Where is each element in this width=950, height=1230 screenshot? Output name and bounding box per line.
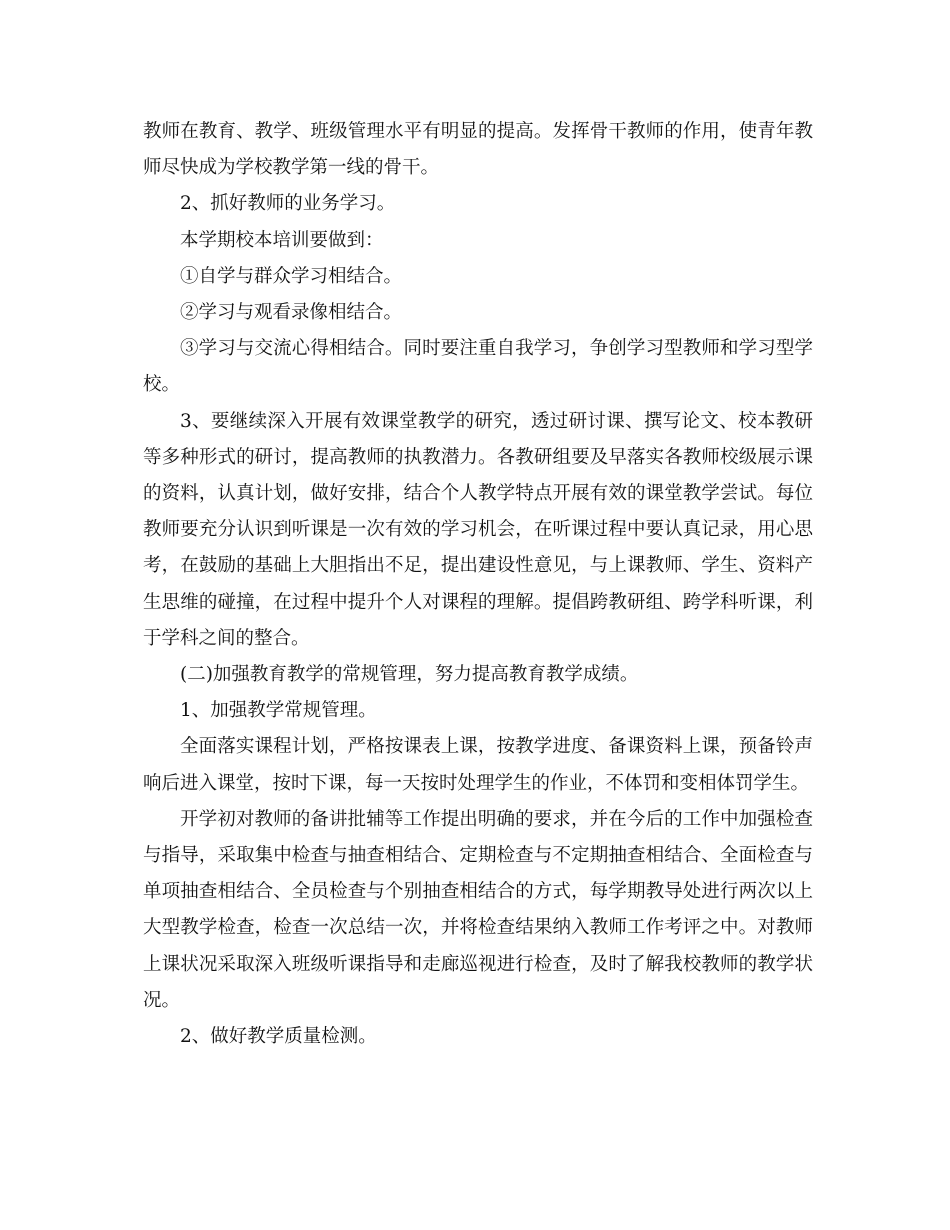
paragraph-item-2-heading: 2、抓好教师的业务学习。	[180, 193, 396, 215]
paragraph-item-1-heading: 1、加强教学常规管理。	[180, 700, 377, 722]
paragraph-curriculum: 全面落实课程计划，严格按课表上课，按教学进度、备课资料上课，预备铃声响后进入课堂，按时下课，每一天按时处理学生的作业，不体罚和变相体罚学生。	[143, 736, 813, 794]
paragraph-training-intro: 本学期校本培训要做到：	[180, 229, 384, 251]
paragraph-point-3: ③学习与交流心得相结合。同时要注重自我学习，争创学习型教师和学习型学校。	[143, 338, 813, 396]
document-body	[143, 114, 813, 1055]
section-heading-2: (二)加强教育教学的常规管理，努力提高教育教学成绩。	[180, 664, 639, 686]
paragraph-point-2: ②学习与观看录像相结合。	[180, 302, 403, 324]
paragraph-continuation: 教师在教育、教学、班级管理水平有明显的提高。发挥骨干教师的作用，使青年教师尽快成为学校教学第一线的骨干。	[143, 121, 813, 179]
paragraph-inspection: 开学初对教师的备讲批辅等工作提出明确的要求，并在今后的工作中加强检查与指导，采取集中检查与抽查相结合、定期检查与不定期抽查相结合、全面检查与单项抽查相结合、全员检查与个别抽查相结合的方式，每学期教导处进行两次以上大型教学检查，检查一次总结一次，并将检查结果纳入教师工作考评之中。对教师上课状况采取深入班级听课指导和走廊巡视进行检查，及时了解我校教师的教学状况。	[143, 808, 813, 1011]
paragraph-item-2-quality-heading: 2、做好教学质量检测。	[180, 1026, 377, 1048]
paragraph-point-1: ①自学与群众学习相结合。	[180, 265, 403, 287]
paragraph-item-3: 3、要继续深入开展有效课堂教学的研究，透过研讨课、撰写论文、校本教研等多种形式的研讨，提高教师的执教潜力。各教研组要及早落实各教师校级展示课的资料，认真计划，做好安排，结合个人教学特点开展有效的课堂教学尝试。每位教师要充分认识到听课是一次有效的学习机会，在听课过程中要认真记录，用心思考，在鼓励的基础上大胆指出不足，提出建设性意见，与上课教师、学生、资料产生思维的碰撞，在过程中提升个人对课程的理解。提倡跨教研组、跨学科听课，利于学科之间的整合。	[143, 410, 813, 649]
